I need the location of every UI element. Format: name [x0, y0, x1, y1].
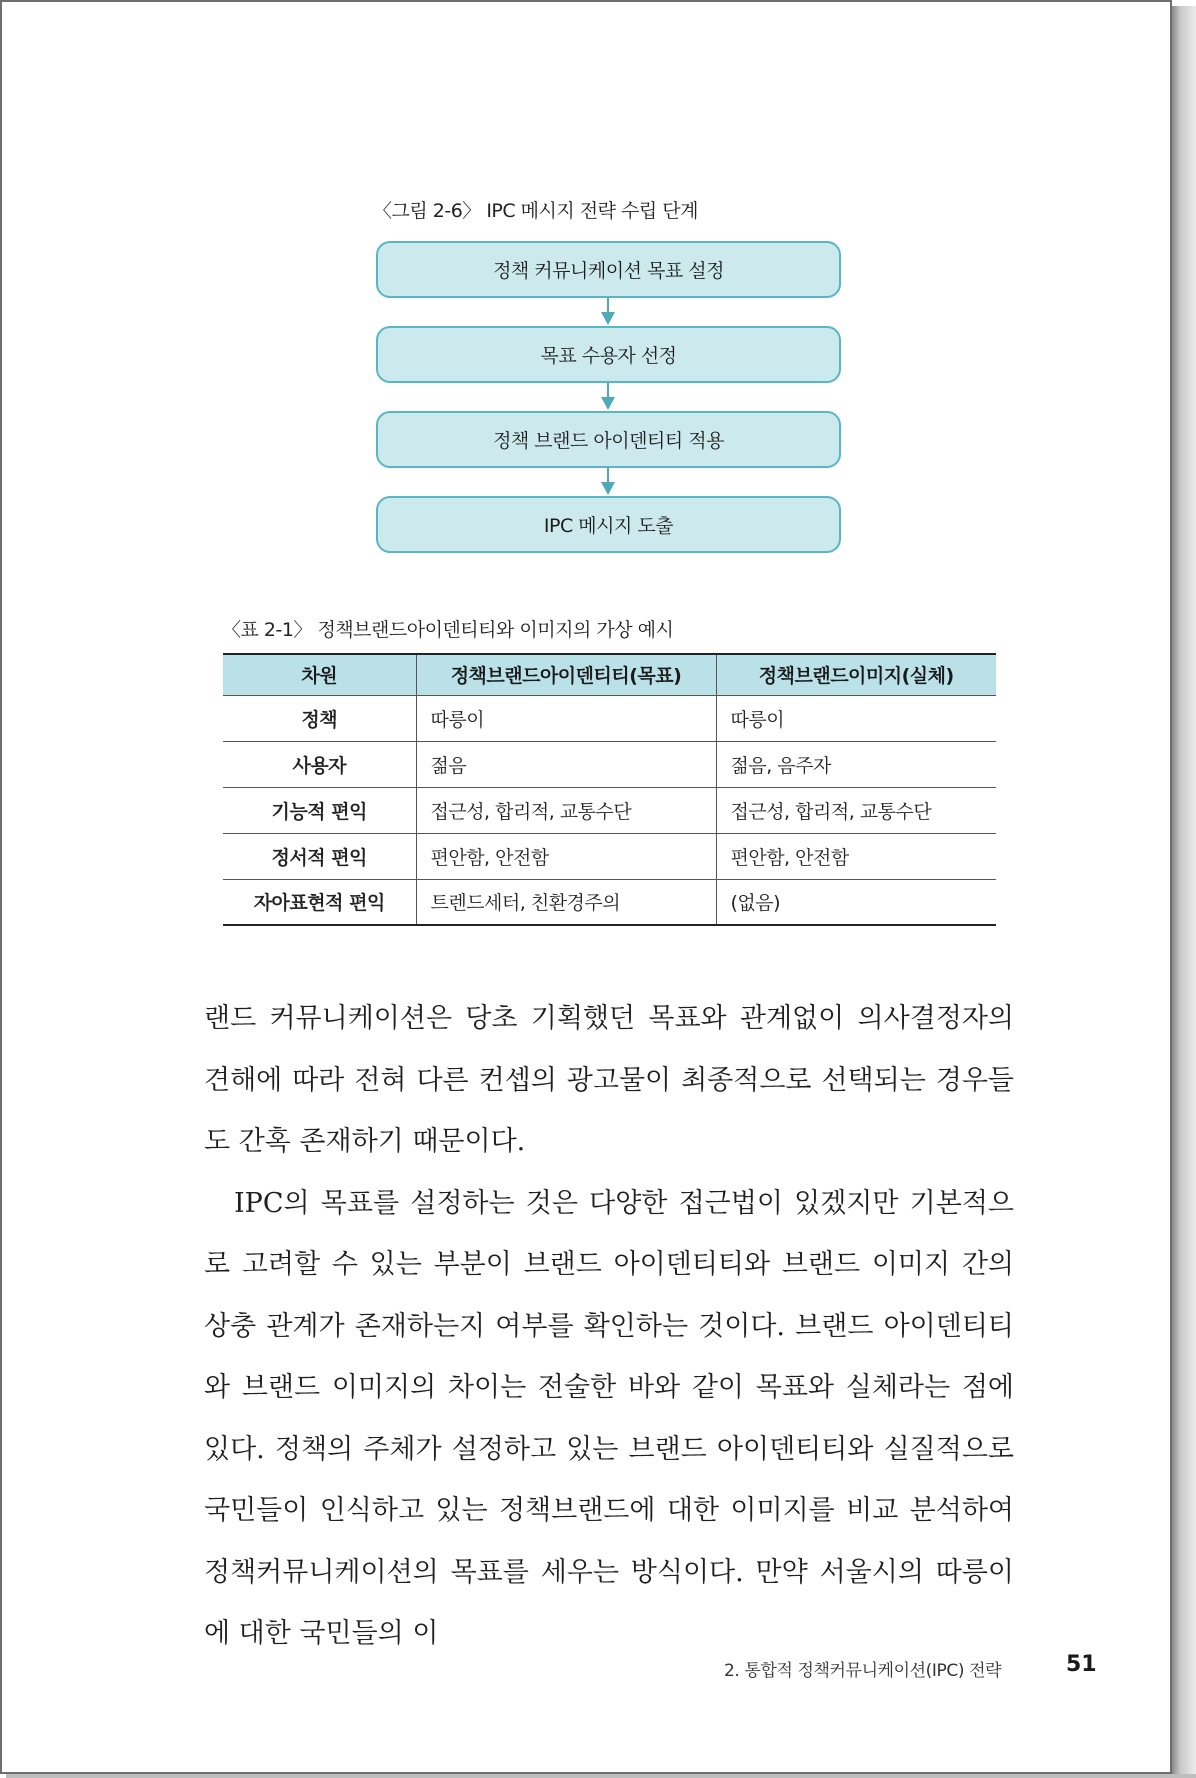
table-header-cell: 정책브랜드이미지(실체): [716, 654, 996, 695]
table-caption: 〈표 2-1〉 정책브랜드아이덴티티와 이미지의 가상 예시: [222, 619, 674, 641]
table-row: [223, 695, 996, 741]
table-cell: 접근성, 합리적, 교통수단: [716, 787, 996, 833]
body-text: [204, 988, 1014, 1665]
running-footer: 2. 통합적 정책커뮤니케이션(IPC) 전략: [724, 1661, 1002, 1681]
page-bottom-edge: [6, 1774, 1196, 1778]
flow-arrow: [376, 383, 841, 411]
table-cell: 따릉이: [416, 695, 716, 741]
body-paragraph: 랜드 커뮤니케이션은 당초 기획했던 목표와 관계없이 의사결정자의 견해에 따라 전혀 다른 컨셉의 광고물이 최종적으로 선택되는 경우들도 간혹 존재하기 때문이다.: [204, 1003, 1014, 1157]
table-header-cell: 차원: [223, 654, 416, 695]
flow-step: IPC 메시지 도출: [376, 496, 841, 553]
flow-arrow: [376, 298, 841, 326]
table-header-cell: 정책브랜드아이덴티티(목표): [416, 654, 716, 695]
table-row: [223, 879, 996, 925]
page-number: 51: [1066, 1652, 1097, 1677]
flow-arrow: [376, 468, 841, 496]
table-row: [223, 833, 996, 879]
flow-step: 목표 수용자 선정: [376, 326, 841, 383]
table-cell-dimension: 자아표현적 편익: [223, 879, 416, 925]
table-cell-dimension: 사용자: [223, 741, 416, 787]
table-cell: 젊음: [416, 741, 716, 787]
table-cell-dimension: 정서적 편익: [223, 833, 416, 879]
figure-caption: 〈그림 2-6〉 IPC 메시지 전략 수립 단계: [373, 200, 698, 222]
table-cell-dimension: 기능적 편익: [223, 787, 416, 833]
table-header-row: [223, 654, 996, 695]
identity-table: [223, 653, 996, 926]
table-cell: 젊음, 음주자: [716, 741, 996, 787]
table-cell: (없음): [716, 879, 996, 925]
table-row: [223, 787, 996, 833]
page-edge-shadow: [1172, 6, 1196, 1778]
table-cell: 편안함, 안전함: [716, 833, 996, 879]
table-cell: 따릉이: [716, 695, 996, 741]
flow-step: 정책 커뮤니케이션 목표 설정: [376, 241, 841, 298]
table-cell-dimension: 정책: [223, 695, 416, 741]
table-row: [223, 741, 996, 787]
body-paragraph: IPC의 목표를 설정하는 것은 다양한 접근법이 있겠지만 기본적으로 고려할 수 있는 부분이 브랜드 아이덴티티와 브랜드 이미지 간의 상충 관계가 존재하는지 여부를 확인하는 것이다. 브랜드 아이덴티티와 브랜드 이미지의 차이는 전술한 바와 같이 목표와 실체라는 점에 있다. 정책의 주체가 설정하고 있는 브랜드 아이덴티티와 실질적으로 국민들이 인식하고 있는 정책브랜드에 대한 이미지를 비교 분석하여 정책커뮤니케이션의 목표를 세우는 방식이다. 만약 서울시의 따릉이에 대한 국민들의 이: [204, 1187, 1014, 1649]
table-cell: 접근성, 합리적, 교통수단: [416, 787, 716, 833]
table-cell: 편안함, 안전함: [416, 833, 716, 879]
table-cell: 트렌드세터, 친환경주의: [416, 879, 716, 925]
flow-step: 정책 브랜드 아이덴티티 적용: [376, 411, 841, 468]
flowchart: [376, 241, 841, 553]
